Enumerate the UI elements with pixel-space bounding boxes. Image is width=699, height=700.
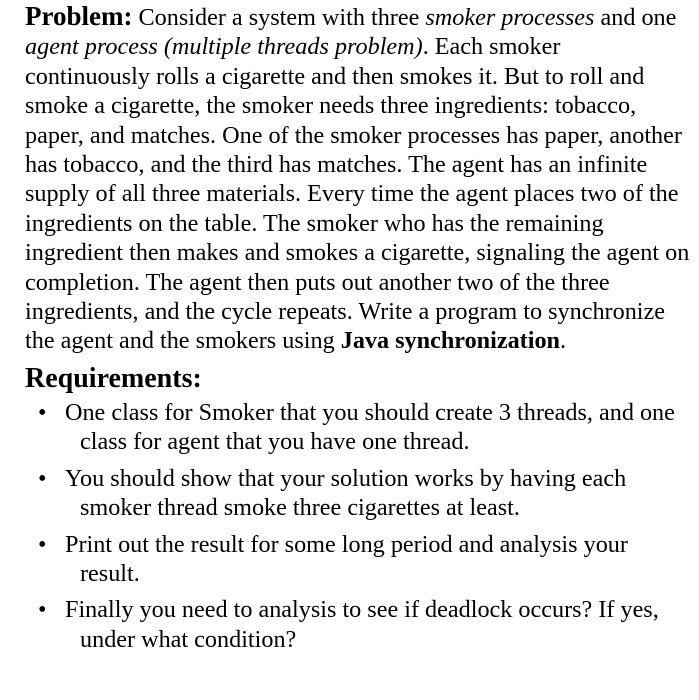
bullet-icon: • (38, 398, 47, 426)
bullet-icon: • (38, 530, 47, 558)
requirements-list (25, 398, 690, 654)
problem-paragraph (25, 2, 690, 356)
problem-text-2: and one (594, 4, 677, 31)
bullet-icon: • (38, 464, 47, 492)
list-item (25, 398, 690, 457)
document-page (25, 0, 690, 661)
problem-text-1: Consider a system with three (132, 4, 426, 31)
requirements-heading: Requirements: (25, 362, 202, 394)
requirement-text: One class for Smoker that you should create 3 threads, and one class for agent that you have one thread. (65, 398, 675, 456)
problem-text-4: . (560, 327, 567, 355)
problem-strong-java: Java synchronization (340, 327, 561, 355)
problem-emphasis-smoker: smoker processes (425, 4, 595, 31)
list-item (25, 530, 690, 589)
requirement-text: Print out the result for some long period and analysis your result. (65, 530, 628, 587)
problem-label: Problem: (25, 1, 133, 31)
requirement-text: Finally you need to analysis to see if deadlock occurs? If yes, under what condition? (65, 596, 659, 653)
list-item (25, 464, 690, 523)
bullet-icon: • (38, 596, 47, 624)
list-item (25, 595, 690, 654)
problem-text-3: . Each smoker continuously rolls a cigarette and then smokes it. But to roll and smoke a cigarette, the smoker needs three ingredients: tobacco, paper, and matches. One of the smoker processes has paper, another has tobacco, and the third has matches. The agent has an infinite supply of all three materials. Every time the agent places two of the ingredients on the table. The smoker who has the remaining ingredient then makes and smokes a cigarette, signaling the agent on completion. The agent then puts out another two of the three ingredients, and the cycle repeats. Write a program to synchronize the agent and the smokers using (25, 33, 690, 355)
problem-emphasis-agent: agent process (multiple threads problem) (25, 33, 423, 61)
requirement-text: You should show that your solution works by having each smoker thread smoke three cigarettes at least. (65, 464, 627, 522)
